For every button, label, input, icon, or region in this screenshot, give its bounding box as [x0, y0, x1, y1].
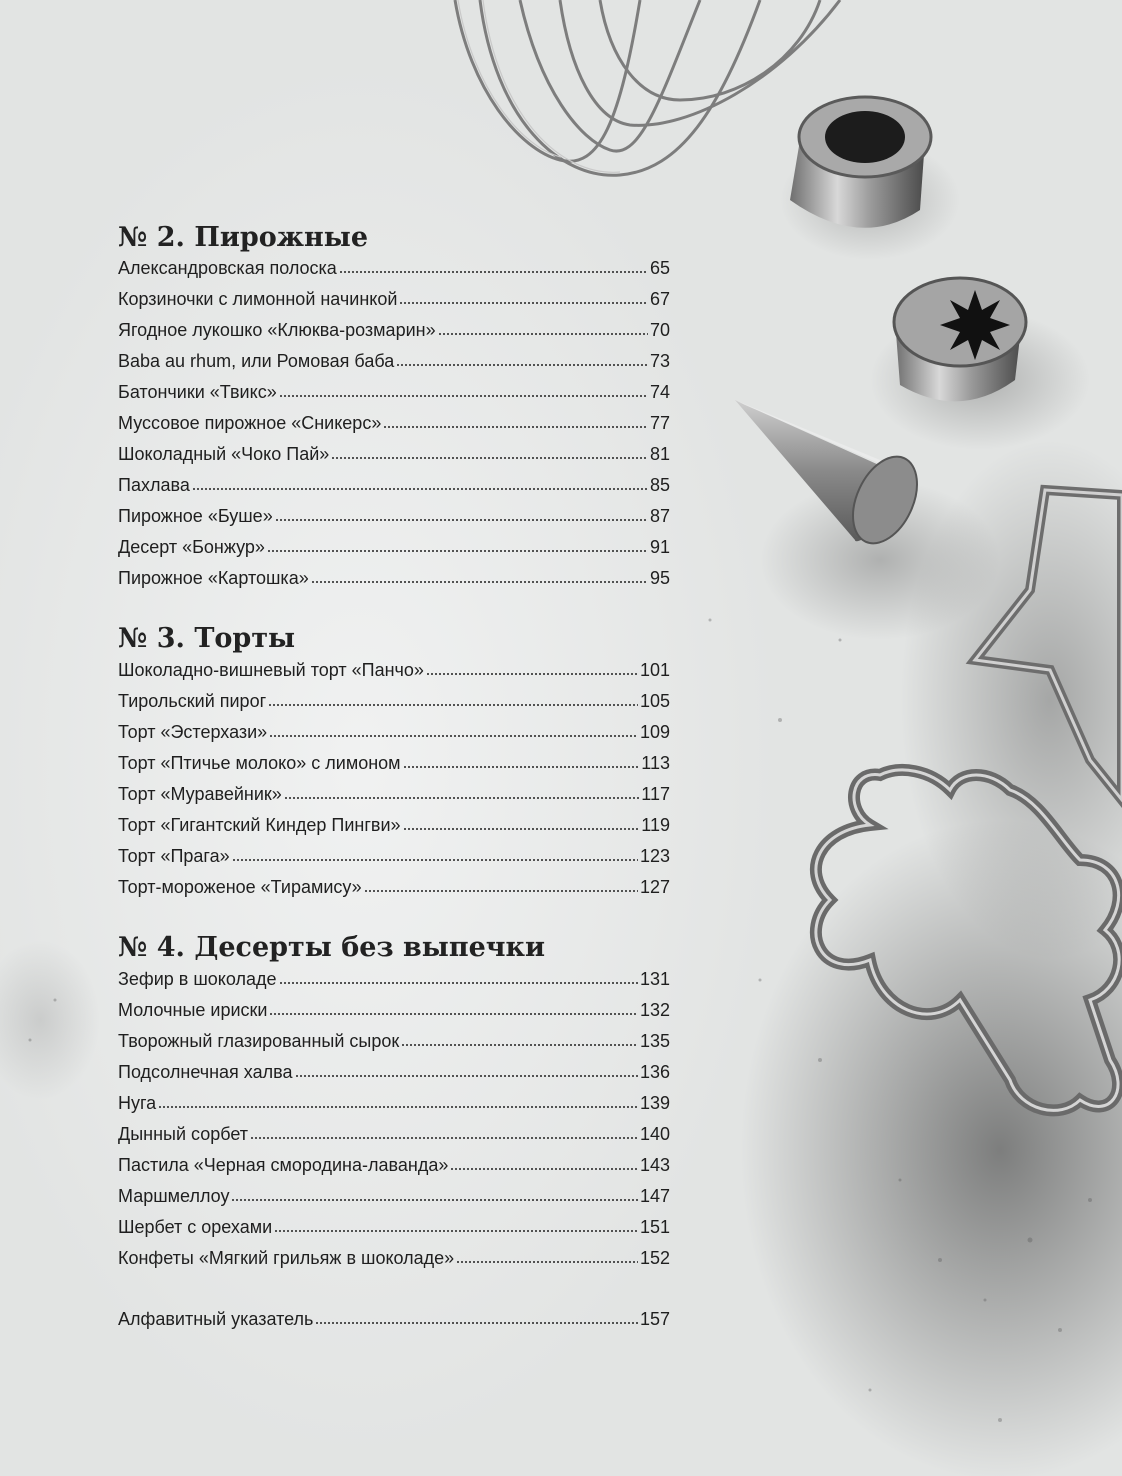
toc-entry [118, 351, 670, 382]
leader-dots [284, 796, 640, 800]
toc-entry [118, 289, 670, 320]
entry-page: 117 [641, 784, 670, 804]
index-entry-list [118, 1309, 670, 1340]
entry-page: 147 [639, 1186, 670, 1206]
toc-entry [118, 506, 670, 537]
leader-dots [295, 1074, 638, 1078]
entry-title: Творожный глазированный сырок [118, 1031, 400, 1051]
entry-title: Батончики «Твикс» [118, 382, 277, 402]
section-title: № 2. Пирожные [118, 222, 369, 253]
piping-tip-star-image [894, 278, 1026, 401]
entry-page: 113 [641, 753, 670, 773]
leader-dots [268, 703, 638, 707]
section-entries [118, 969, 670, 1279]
piping-tip-round-image [790, 97, 931, 228]
leader-dots [275, 518, 648, 522]
entry-title: Десерт «Бонжур» [118, 537, 265, 557]
entry-title: Тирольский пирог [118, 691, 267, 711]
section-title: № 3. Торты [118, 623, 296, 654]
entry-title: Шербет с орехами [118, 1217, 273, 1237]
entry-page: 132 [639, 1000, 670, 1020]
leader-dots [274, 1229, 638, 1233]
leader-dots [339, 270, 648, 274]
entry-page: 73 [649, 351, 670, 371]
leader-dots [399, 301, 648, 305]
entry-page: 119 [641, 815, 670, 835]
toc-entry [118, 444, 670, 475]
toc-entry [118, 969, 670, 1000]
entry-title: Конфеты «Мягкий грильяж в шоколаде» [118, 1248, 455, 1268]
entry-title: Торт «Прага» [118, 846, 230, 866]
leader-dots [269, 734, 638, 738]
leader-dots [383, 425, 648, 429]
entry-page: 123 [639, 846, 670, 866]
entry-page: 135 [639, 1031, 670, 1051]
leader-dots [231, 1198, 637, 1202]
leader-dots [456, 1260, 638, 1264]
entry-title: Александровская полоска [118, 258, 337, 278]
entry-page: 77 [649, 413, 670, 433]
leader-dots [396, 363, 648, 367]
entry-page: 152 [639, 1248, 670, 1268]
leader-dots [267, 549, 648, 553]
entry-page: 85 [649, 475, 670, 495]
toc-entry [118, 475, 670, 506]
entry-title: Пахлава [118, 475, 190, 495]
section-entries [118, 258, 670, 599]
entry-title: Пирожное «Буше» [118, 506, 273, 526]
entry-title: Молочные ириски [118, 1000, 268, 1020]
toc-entry [118, 846, 670, 877]
entry-title: Дынный сорбет [118, 1124, 248, 1144]
toc-entry [118, 1124, 670, 1155]
toc-entry [118, 1248, 670, 1279]
leader-dots [450, 1167, 638, 1171]
toc-entry-index [118, 1309, 670, 1340]
toc-entry [118, 784, 670, 815]
entry-page: 105 [639, 691, 670, 711]
entry-title: Муссовое пирожное «Сникерс» [118, 413, 382, 433]
entry-page: 127 [639, 877, 670, 897]
leader-dots [403, 765, 640, 769]
entry-title: Ягодное лукошко «Клюква-розмарин» [118, 320, 436, 340]
entry-page: 70 [649, 320, 670, 340]
toc-entry [118, 320, 670, 351]
toc-entry [118, 1186, 670, 1217]
toc-entry [118, 722, 670, 753]
entry-title: Пирожное «Картошка» [118, 568, 309, 588]
toc-entry [118, 568, 670, 599]
toc-entry [118, 1031, 670, 1062]
leader-dots [403, 827, 640, 831]
leader-dots [311, 580, 648, 584]
entry-title: Торт «Гигантский Киндер Пингви» [118, 815, 401, 835]
leader-dots [158, 1105, 638, 1109]
entry-page: 65 [649, 258, 670, 278]
toc-entry [118, 1217, 670, 1248]
entry-page: 140 [639, 1124, 670, 1144]
section-entries [118, 660, 670, 908]
leader-dots [232, 858, 638, 862]
entry-title: Шоколадный «Чоко Пай» [118, 444, 330, 464]
leader-dots [331, 456, 648, 460]
entry-page: 87 [649, 506, 670, 526]
entry-page: 131 [639, 969, 670, 989]
entry-page: 136 [639, 1062, 670, 1082]
toc-entry [118, 877, 670, 908]
leader-dots [401, 1043, 638, 1047]
entry-title: Торт «Эстерхази» [118, 722, 268, 742]
entry-title: Торт «Муравейник» [118, 784, 282, 804]
entry-title: Маршмеллоу [118, 1186, 230, 1206]
entry-page: 157 [639, 1309, 670, 1329]
leader-dots [269, 1012, 638, 1016]
toc-entry [118, 1062, 670, 1093]
section-title: № 4. Десерты без выпечки [118, 932, 546, 963]
entry-title: Алфавитный указатель [118, 1309, 314, 1329]
entry-title: Торт-мороженое «Тирамису» [118, 877, 362, 897]
toc-entry [118, 258, 670, 289]
entry-title: Подсолнечная халва [118, 1062, 293, 1082]
entry-page: 151 [639, 1217, 670, 1237]
toc-entry [118, 413, 670, 444]
leader-dots [250, 1136, 638, 1140]
toc-entry [118, 382, 670, 413]
entry-page: 95 [649, 568, 670, 588]
entry-page: 143 [639, 1155, 670, 1175]
leader-dots [279, 981, 638, 985]
entry-title: Пастила «Черная смородина-лаванда» [118, 1155, 449, 1175]
entry-title: Зефир в шоколаде [118, 969, 277, 989]
leader-dots [279, 394, 648, 398]
toc-entry [118, 1093, 670, 1124]
toc-entry [118, 537, 670, 568]
entry-page: 67 [649, 289, 670, 309]
entry-page: 74 [649, 382, 670, 402]
entry-title: Baba au rhum, или Ромовая баба [118, 351, 395, 371]
entry-page: 101 [639, 660, 670, 680]
toc-entry [118, 691, 670, 722]
leader-dots [426, 672, 638, 676]
toc-entry [118, 1000, 670, 1031]
entry-page: 139 [639, 1093, 670, 1113]
toc-entry [118, 1155, 670, 1186]
entry-title: Корзиночки с лимонной начинкой [118, 289, 398, 309]
entry-page: 109 [639, 722, 670, 742]
leader-dots [364, 889, 638, 893]
toc-entry [118, 753, 670, 784]
leader-dots [438, 332, 648, 336]
entry-page: 91 [649, 537, 670, 557]
toc-entry [118, 815, 670, 846]
entry-title: Шоколадно-вишневый торт «Панчо» [118, 660, 424, 680]
toc-entry [118, 660, 670, 691]
leader-dots [192, 487, 648, 491]
entry-page: 81 [649, 444, 670, 464]
entry-title: Торт «Птичье молоко» с лимоном [118, 753, 401, 773]
entry-title: Нуга [118, 1093, 157, 1113]
leader-dots [315, 1321, 638, 1325]
